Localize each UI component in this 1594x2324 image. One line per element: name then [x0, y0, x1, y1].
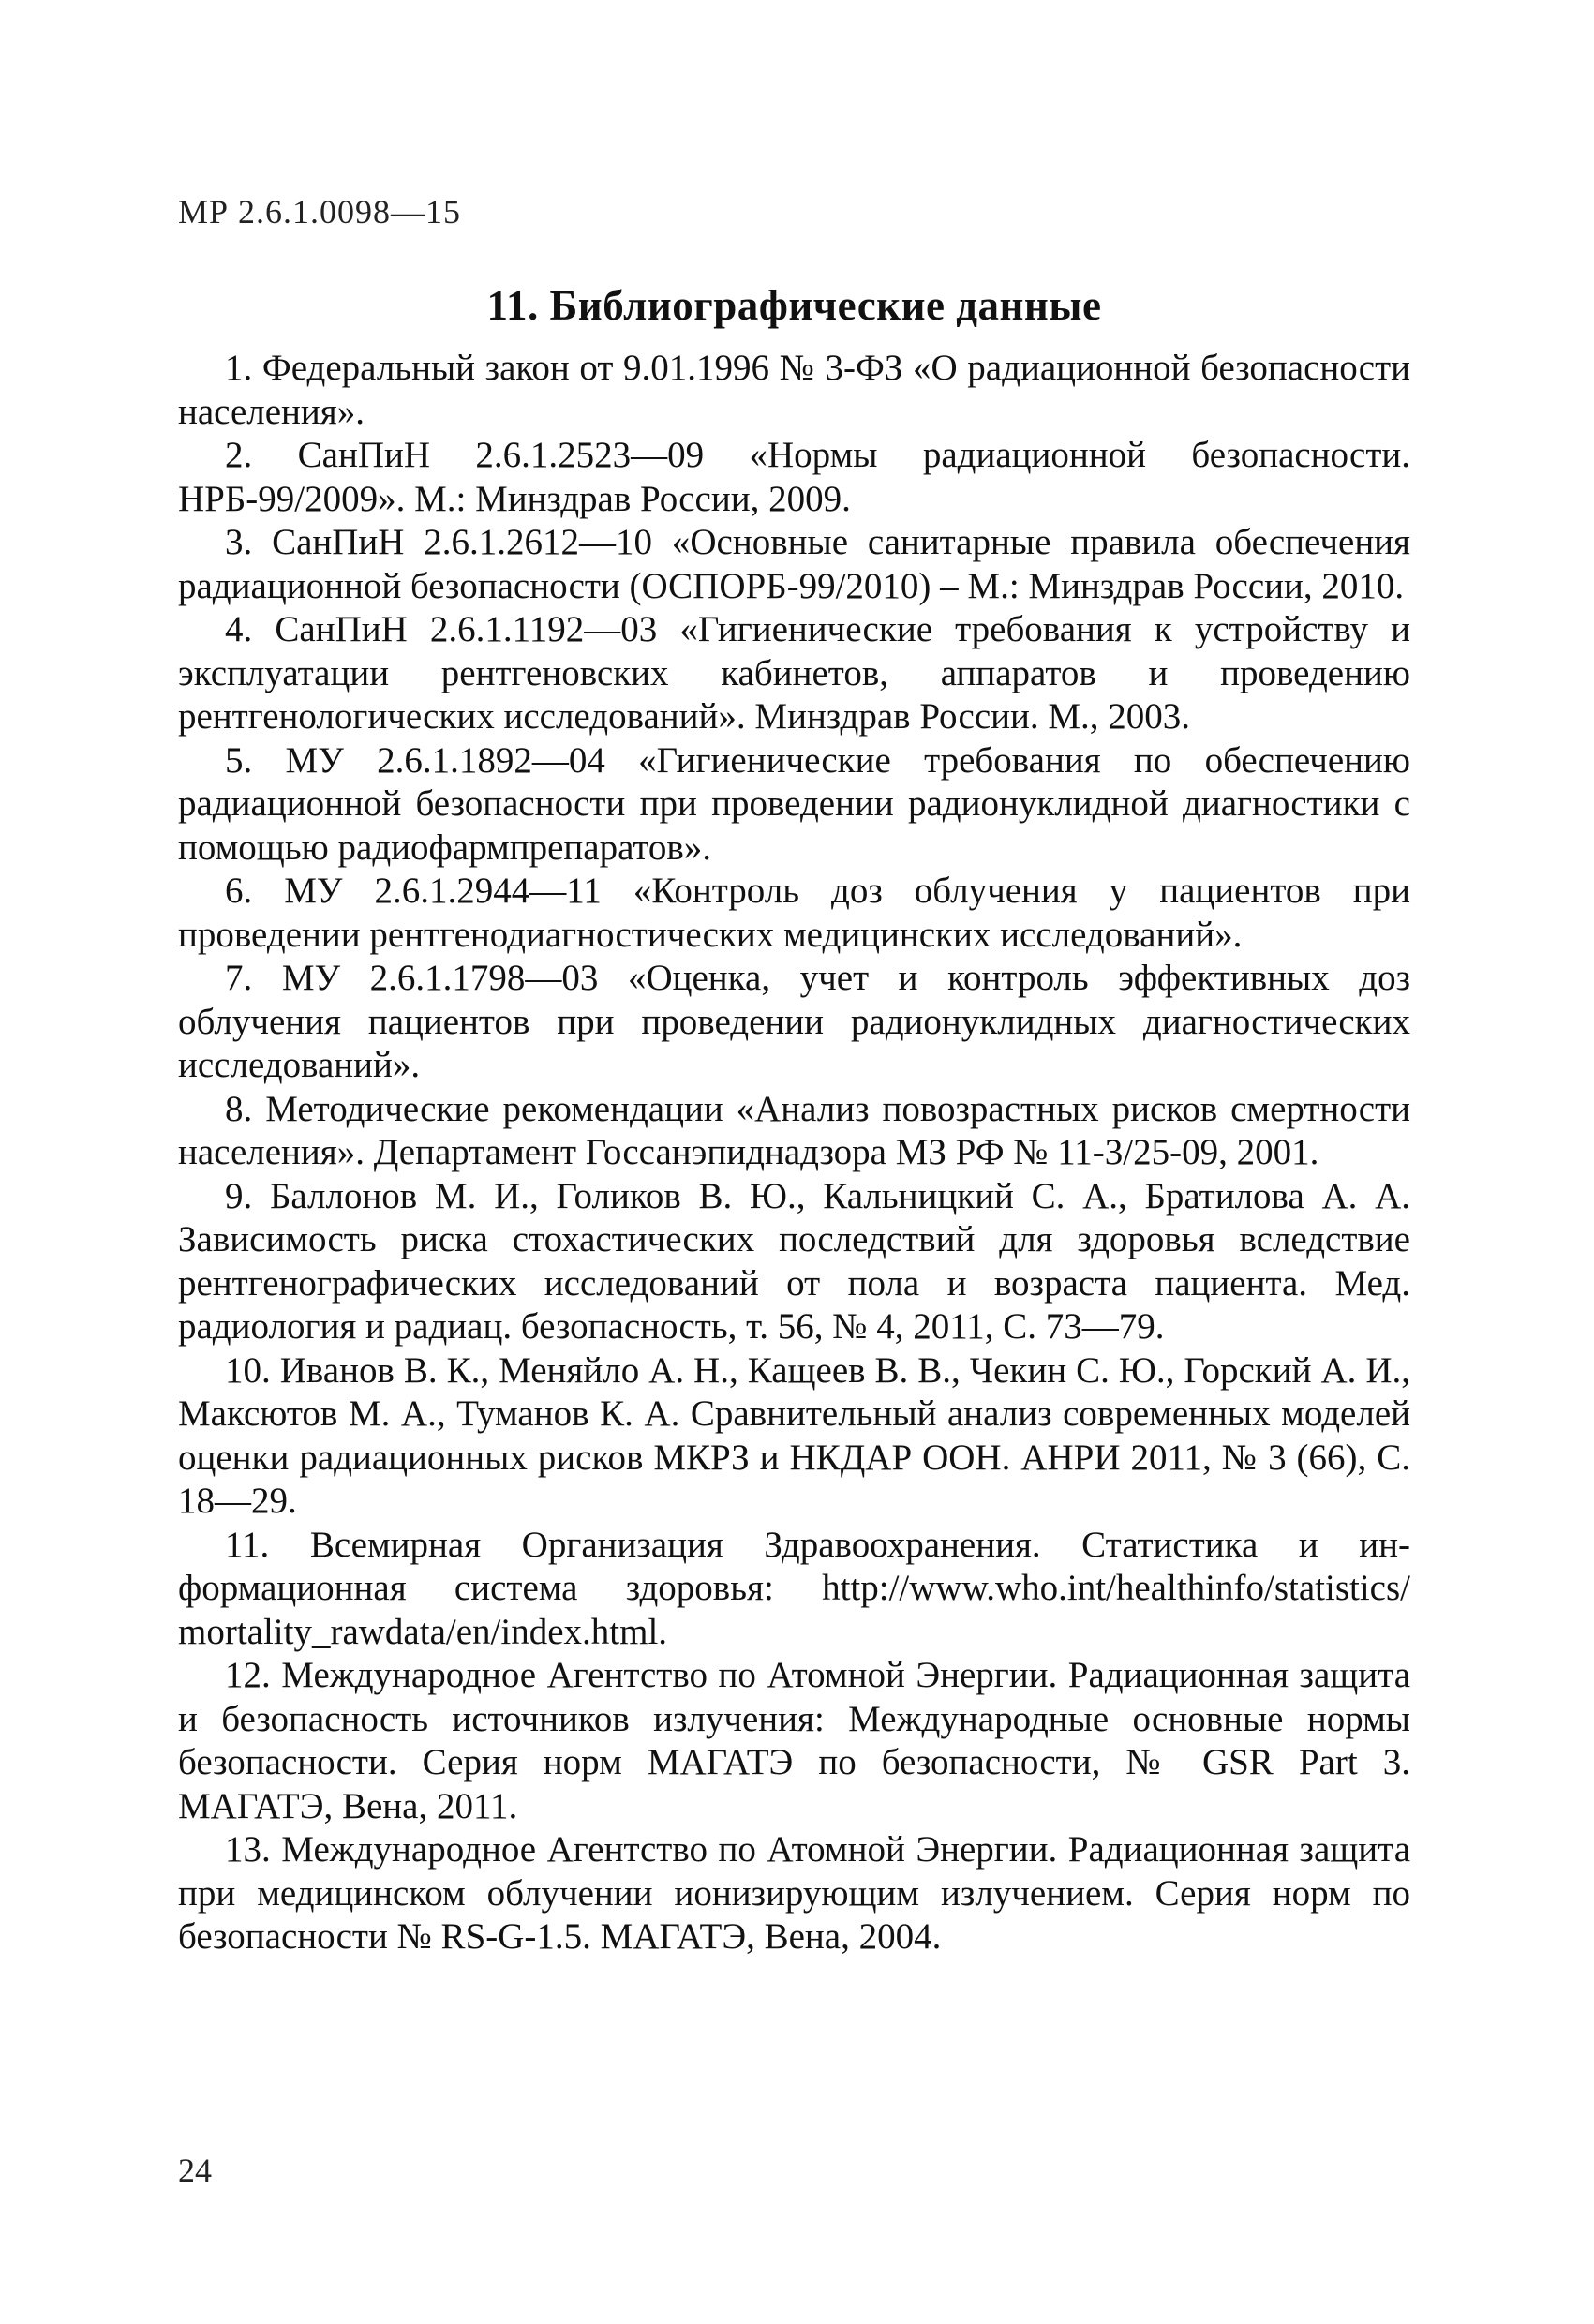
reference-number: 9.: [225, 1175, 253, 1216]
reference-number: 5.: [225, 739, 253, 781]
reference-number: 3.: [225, 522, 253, 562]
reference-text: Всемирная Организация Здравоохранения. Статистика и информационная система здоровья: http://www.who.int/healthinfo/statistics/​mortality_rawdata/en/index.html.: [178, 1524, 1411, 1652]
reference-text: МУ 2.6.1.1798—03 «Оценка, учет и контроль эффективных доз облучения пациентов при проведении радионуклидных диагностических исследований».: [178, 958, 1411, 1085]
reference-item: [178, 1828, 1410, 1959]
reference-number: 11.: [225, 1524, 270, 1565]
reference-text: МУ 2.6.1.1892—04 «Гигиенические требования по обеспечению радиационной безопасности при проведении радионуклидной диагностики с помощью радиофармпрепаратов».: [178, 739, 1411, 868]
reference-text: Международное Агентство по Атомной Энергии. Радиационная защита при медицинском облучении ионизирующим излучением. Серия норм по безопасности № RS-G-1.5. МАГАТЭ, Вена, 2004.: [178, 1829, 1411, 1957]
reference-item: [178, 739, 1410, 871]
reference-item: [178, 1349, 1410, 1524]
reference-text: Методические рекомендации «Анализ повозрастных рисков смертности населения». Департамент Госсанэпиднадзора МЗ РФ № 11-3/25-09, 2001.: [178, 1088, 1410, 1172]
reference-text: Иванов В. К., Меняйло А. Н., Кащеев В. В., Чекин С. Ю., Горский А. И., Максютов М. А., Туманов К. А. Сравнительный анализ современных моделей оценки радиационных рисков МКРЗ и НКДАР ООН. АНРИ 2011, № 3 (66), С. 18—29.: [178, 1349, 1410, 1521]
reference-item: [178, 870, 1410, 957]
reference-number: 12.: [225, 1655, 271, 1695]
reference-item: [178, 608, 1410, 739]
reference-item: [178, 347, 1410, 434]
page-number: 24: [178, 2152, 212, 2189]
reference-text: Баллонов М. И., Голиков В. Ю., Кальницкий С. А., Братилова А. А. Зависимость риска стохастических последствий для здоровья вследствие рентгенографических исследований от пола и возраста пациента. Мед. радиология и радиац. безопасность, т. 56, № 4, 2011, С. 73—79.: [178, 1175, 1411, 1347]
reference-list: [178, 347, 1410, 1959]
reference-number: 4.: [225, 609, 253, 649]
reference-number: 2.: [225, 435, 253, 475]
reference-number: 6.: [225, 871, 253, 911]
reference-item: [178, 1088, 1410, 1175]
reference-item: [178, 434, 1410, 521]
reference-item: [178, 521, 1410, 608]
document-header-code: МР 2.6.1.0098—15: [178, 193, 462, 231]
reference-number: 1.: [225, 348, 253, 388]
reference-number: 7.: [225, 958, 253, 998]
reference-number: 8.: [225, 1088, 253, 1129]
reference-text: Федеральный закон от 9.01.1996 № 3-ФЗ «О радиационной безопасности населения».: [178, 348, 1410, 432]
reference-item: [178, 1524, 1410, 1655]
reference-item: [178, 957, 1410, 1088]
reference-text: МУ 2.6.1.2944—11 «Контроль доз облучения у пациентов при проведении рентгенодиагностических медицинских исследований».: [178, 871, 1411, 955]
reference-item: [178, 1654, 1410, 1828]
reference-number: 10.: [225, 1349, 271, 1391]
section-title: 11. Библиографические данные: [486, 282, 1102, 329]
reference-text: СанПиН 2.6.1.2612—10 «Основные санитарные правила обеспечения радиационной безопасности (ОСПОРБ-99/2010) – М.: Минздрав России, 2010.: [178, 522, 1410, 606]
reference-number: 13.: [225, 1829, 271, 1870]
reference-text: СанПиН 2.6.1.1192—03 «Гигиенические требования к устройству и эксплуатации рентгеновских кабинетов, аппаратов и проведению рентгенологических исследований». Минздрав России. М., 2003.: [178, 609, 1410, 737]
reference-text: Международное Агентство по Атомной Энергии. Радиационная защита и безопасность источников излучения: Международные основные нормы безопасности. Серия норм МАГАТЭ по безопасности, № GSR Part 3. МАГАТЭ, Вена, 2011.: [178, 1655, 1411, 1826]
reference-item: [178, 1175, 1410, 1349]
reference-text: СанПиН 2.6.1.2523—09 «Нормы радиационной безопасности. НРБ-99/2009». М.: Минздрав России, 2009.: [178, 435, 1411, 519]
